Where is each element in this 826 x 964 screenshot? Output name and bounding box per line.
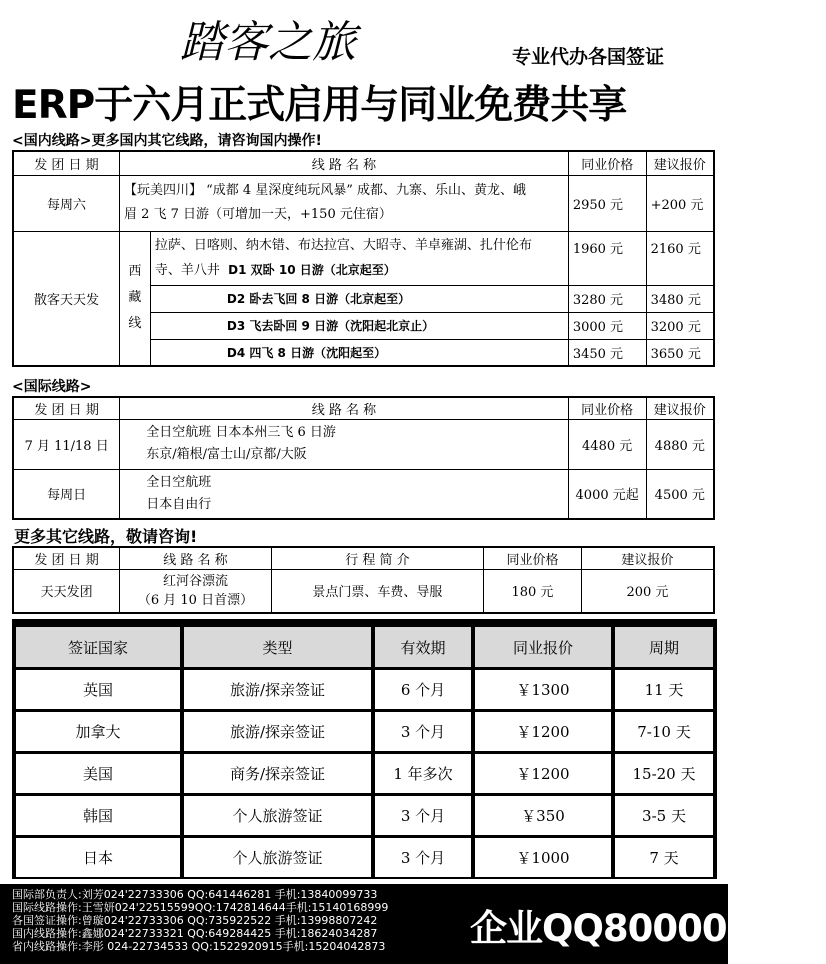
- visa-panel: [12, 619, 717, 879]
- intl-row2-suggest: 4500 元: [646, 469, 714, 519]
- visa-row: [16, 796, 713, 835]
- visa-table: [16, 624, 713, 880]
- visa-period: 15-20 天: [615, 754, 713, 793]
- visa-type: 旅游/探亲签证: [184, 670, 375, 709]
- other-line1: 红河谷漂流: [162, 573, 228, 589]
- other-suggest: 200 元: [581, 569, 714, 613]
- intl-header-date: 发 团 日 期: [13, 397, 120, 419]
- other-brief: 景点门票、车费、导服: [271, 569, 483, 613]
- intl-row2-date: 每周日: [13, 469, 120, 519]
- tibet-d1-line2a: 寺、羊八井: [154, 262, 220, 278]
- visa-header-country: 签证国家: [16, 627, 184, 667]
- tibet-d3-suggest: 3200 元: [646, 312, 714, 339]
- contact-line: 省内线路操作:李彤 024-22734533 QQ:1522920915手机:15204042873: [12, 940, 386, 953]
- headline: ERP于六月正式启用与同业免费共享: [12, 83, 627, 128]
- visa-type: 个人旅游签证: [184, 838, 375, 877]
- intl-header-route: 线 路 名 称: [120, 397, 568, 419]
- tibet-d1-peer: 1960 元: [568, 231, 646, 285]
- sichuan-line1: 【玩美四川】 “成都 4 星深度纯玩风暴” 成都、九寨、乐山、黄龙、峨: [123, 183, 527, 198]
- other-date: 天天发团: [13, 569, 120, 613]
- sichuan-date: 每周六: [13, 175, 119, 231]
- tibet-d1-suggest: 2160 元: [646, 231, 714, 285]
- visa-country: 日本: [16, 838, 184, 877]
- intl-header-suggest: 建议报价: [646, 397, 714, 419]
- tibet-d4: D4 四飞 8 日游（沈阳起至）: [150, 339, 568, 366]
- tibet-d2: D2 卧去飞回 8 日游（北京起至）: [150, 285, 568, 312]
- intl-row2-route: [120, 469, 568, 519]
- international-table: [12, 396, 715, 520]
- visa-price: ￥1200: [475, 712, 615, 751]
- tibet-d2-peer: 3280 元: [568, 285, 646, 312]
- tibet-d3: D3 飞去卧回 9 日游（沈阳起北京止）: [150, 312, 568, 339]
- intl-row1-suggest: 4880 元: [646, 419, 714, 469]
- visa-period: 3-5 天: [615, 796, 713, 835]
- visa-price: ￥1300: [475, 670, 615, 709]
- sichuan-suggest: +200 元: [646, 175, 714, 231]
- visa-row: [16, 712, 713, 751]
- visa-period: 7-10 天: [615, 712, 713, 751]
- intl-row1-line1: 全日空航班 日本本州三飞 6 日游: [146, 425, 336, 440]
- international-section-title: <国际线路>: [12, 379, 92, 395]
- sichuan-peer: 2950 元: [568, 175, 646, 231]
- visa-type: 个人旅游签证: [184, 796, 375, 835]
- other-line2: （6 月 10 日首漂）: [137, 592, 254, 608]
- visa-validity: 6 个月: [375, 670, 475, 709]
- other-header-suggest: 建议报价: [581, 547, 714, 569]
- intl-row2-peer: 4000 元起: [568, 469, 646, 519]
- tibet-date: 散客天天发: [13, 231, 119, 366]
- visa-validity: 3 个月: [375, 712, 475, 751]
- enterprise-qq: 企业QQ800001596: [470, 907, 826, 950]
- intl-row2-line2: 日本自由行: [146, 496, 212, 512]
- header-peer: 同业价格: [568, 151, 646, 175]
- visa-validity: 3 个月: [375, 838, 475, 877]
- tibet-d4-suggest: 3650 元: [646, 339, 714, 366]
- tibet-d1-line1: 拉萨、日喀则、纳木错、布达拉宫、大昭寺、羊卓雍湖、扎什伦布: [154, 237, 532, 253]
- intl-row2-line1: 全日空航班: [146, 474, 212, 490]
- other-route: [120, 569, 272, 613]
- contact-line: 各国签证操作:曾璇024'22733306 QQ:735922522 手机:13998807242: [12, 914, 378, 927]
- intl-row1-date: 7 月 11/18 日: [13, 419, 120, 469]
- brand-logo: [150, 4, 480, 68]
- visa-type: 旅游/探亲签证: [184, 712, 375, 751]
- visa-row: [16, 670, 713, 709]
- visa-period: 7 天: [615, 838, 713, 877]
- contact-line: 国际部负责人:刘芳024'22733306 QQ:641446281 手机:13840099733: [12, 888, 378, 901]
- tibet-d4-peer: 3450 元: [568, 339, 646, 366]
- sichuan-line2: 眉 2 飞 7 日游（可增加一天，+150 元住宿）: [123, 207, 392, 222]
- other-header-route: 线 路 名 称: [120, 547, 272, 569]
- header-date: 发 团 日 期: [13, 151, 119, 175]
- tibet-region: 西藏线: [119, 231, 150, 366]
- visa-header-validity: 有效期: [375, 627, 475, 667]
- contact-line: 国际线路操作:王雪妍024'22515599QQ:1742814644手机:15140168999: [12, 901, 389, 914]
- visa-country: 韩国: [16, 796, 184, 835]
- visa-country: 加拿大: [16, 712, 184, 751]
- tibet-d1-route: [150, 231, 568, 285]
- visa-price: ￥1200: [475, 754, 615, 793]
- visa-header-price: 同业报价: [475, 627, 615, 667]
- visa-type: 商务/探亲签证: [184, 754, 375, 793]
- contact-line: 国内线路操作:鑫娜024'22733321 QQ:649284425 手机:18624034287: [12, 927, 378, 940]
- visa-header-type: 类型: [184, 627, 375, 667]
- sichuan-route: [119, 175, 568, 231]
- intl-header-peer: 同业价格: [568, 397, 646, 419]
- visa-price: ￥350: [475, 796, 615, 835]
- visa-header-period: 周期: [615, 627, 713, 667]
- footer: [0, 884, 826, 964]
- tibet-d2-suggest: 3480 元: [646, 285, 714, 312]
- other-peer: 180 元: [484, 569, 582, 613]
- other-header-peer: 同业价格: [484, 547, 582, 569]
- visa-country: 美国: [16, 754, 184, 793]
- other-section-title: 更多其它线路，敬请咨询!: [14, 527, 198, 546]
- footer-contacts: [12, 888, 388, 953]
- domestic-section-title: <国内线路>更多国内其它线路，请咨询国内操作!: [12, 133, 322, 149]
- visa-country: 英国: [16, 670, 184, 709]
- slogan: 专业代办各国签证: [512, 46, 665, 68]
- intl-row1-route: [120, 419, 568, 469]
- tibet-d1-line2b: D1 双卧 10 日游（北京起至）: [228, 262, 396, 277]
- other-table: [12, 546, 715, 614]
- tibet-d3-peer: 3000 元: [568, 312, 646, 339]
- domestic-table: [12, 150, 715, 367]
- visa-validity: 3 个月: [375, 796, 475, 835]
- visa-period: 11 天: [615, 670, 713, 709]
- visa-validity: 1 年多次: [375, 754, 475, 793]
- intl-row1-line2: 东京/箱根/富士山/京都/大阪: [146, 447, 307, 462]
- logo-text: 踏客之旅: [180, 17, 356, 68]
- header-route: 线 路 名 称: [119, 151, 568, 175]
- visa-row: [16, 754, 713, 793]
- visa-price: ￥1000: [475, 838, 615, 877]
- other-header-date: 发 团 日 期: [13, 547, 120, 569]
- header-suggest: 建议报价: [646, 151, 714, 175]
- visa-row: [16, 838, 713, 877]
- intl-row1-peer: 4480 元: [568, 419, 646, 469]
- other-header-brief: 行 程 简 介: [271, 547, 483, 569]
